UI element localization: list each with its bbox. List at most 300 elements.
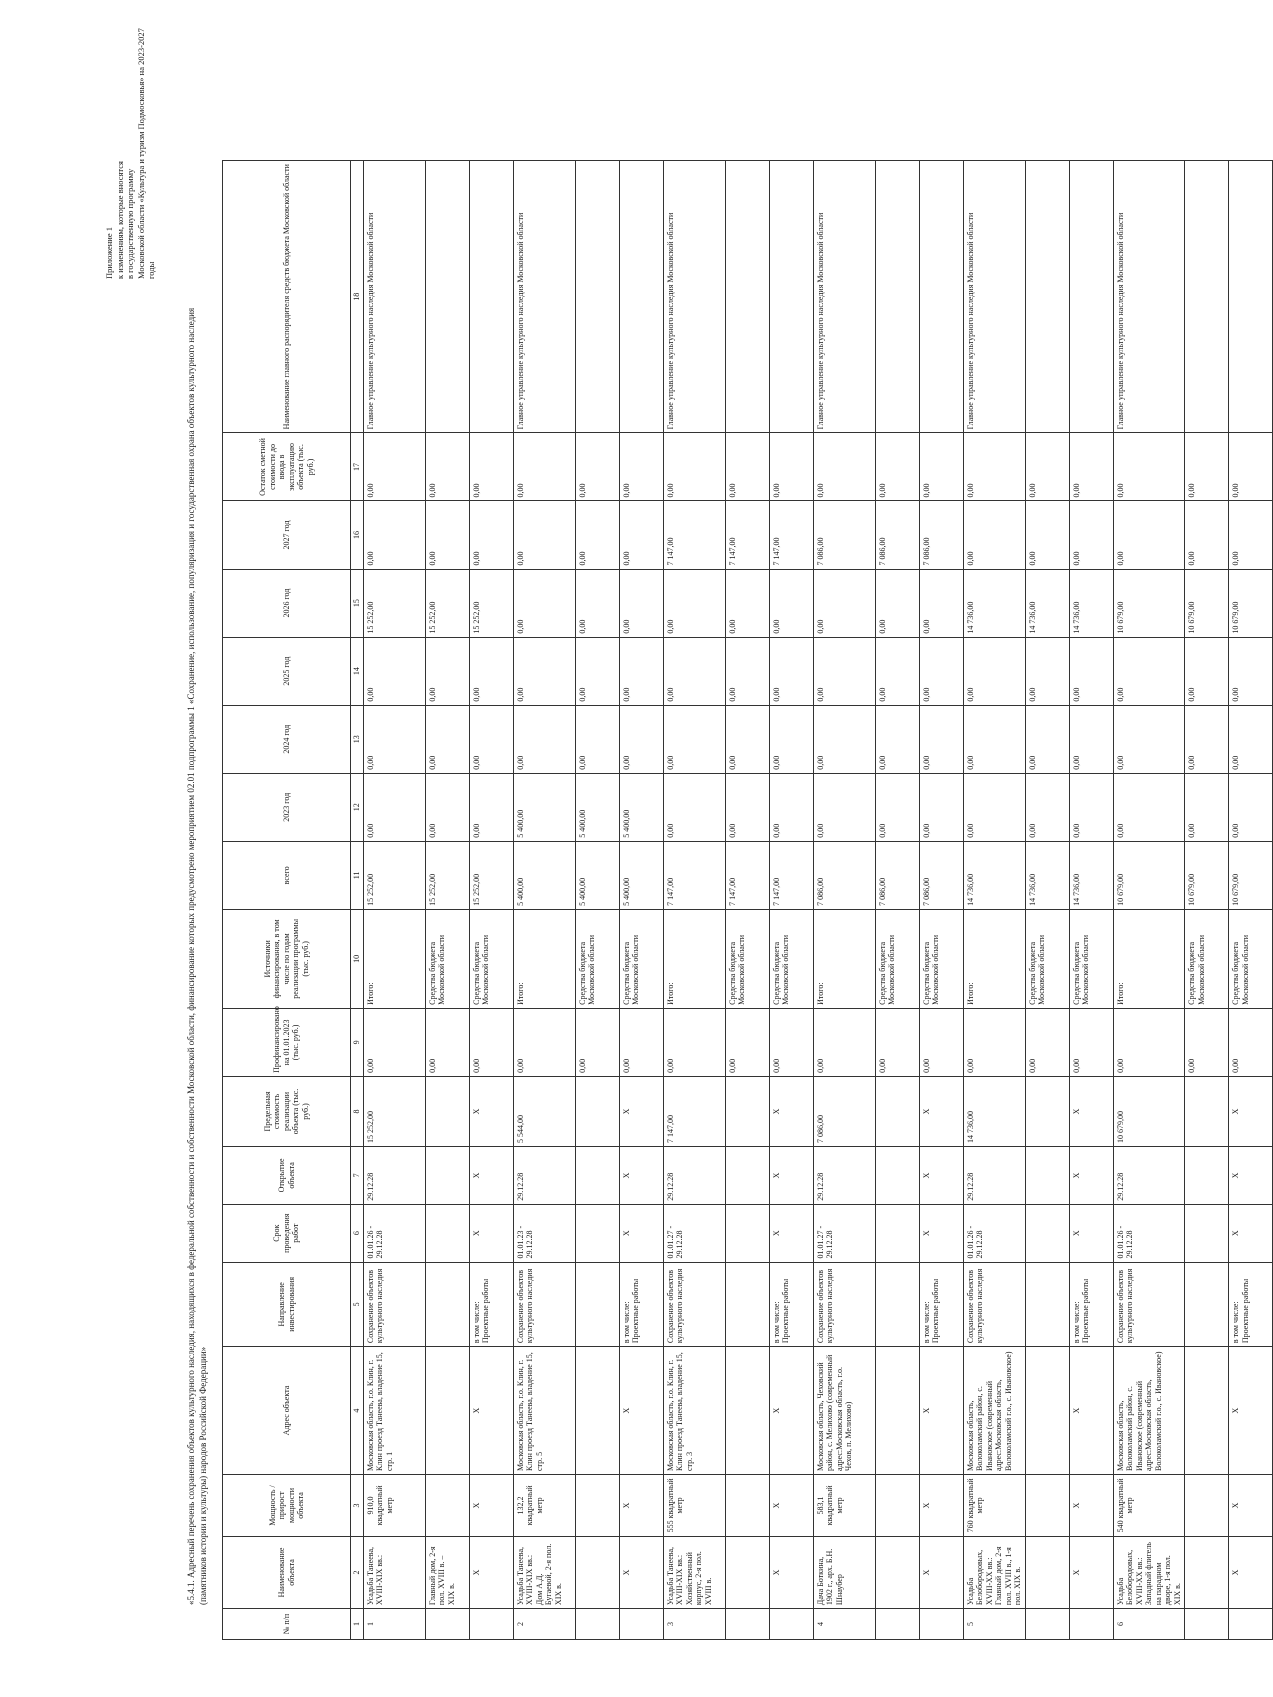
cell-source: Итого: bbox=[963, 909, 1025, 1008]
cell-opening: 29.12.28 bbox=[663, 1147, 725, 1205]
cell-direction: в том числе: Проектные работы bbox=[769, 1262, 813, 1347]
cell-2025: 0,00 bbox=[363, 637, 425, 705]
col-num: 14 bbox=[351, 637, 364, 705]
cell-remainder: 0,00 bbox=[663, 433, 725, 501]
cell-capacity: X bbox=[1069, 1475, 1113, 1537]
cell-2023: 0,00 bbox=[1113, 773, 1185, 841]
cell-capacity: 132,2 квадратный метр bbox=[513, 1475, 575, 1537]
cell-num bbox=[619, 1609, 663, 1640]
table-row bbox=[469, 161, 513, 1640]
cell-name: X bbox=[619, 1536, 663, 1608]
cell-name bbox=[725, 1536, 769, 1608]
cell-remainder: 0,00 bbox=[725, 433, 769, 501]
cell-address: Московская область, г.о. Клин, г. Клин проезд Танеева, владение 15, стр. 1 bbox=[363, 1347, 425, 1475]
col-num: 9 bbox=[351, 1008, 364, 1076]
cell-capacity bbox=[725, 1475, 769, 1537]
cell-opening: X bbox=[769, 1147, 813, 1205]
cell-period: X bbox=[919, 1204, 963, 1262]
table-row bbox=[1025, 161, 1069, 1640]
cell-opening: 29.12.28 bbox=[1113, 1147, 1185, 1205]
cell-opening: X bbox=[1229, 1147, 1273, 1205]
header-direction: Направление инвестирования bbox=[223, 1262, 351, 1347]
header-opening: Открытие объекта bbox=[223, 1147, 351, 1205]
cell-financed: 0,00 bbox=[425, 1008, 469, 1076]
cell-name: Усадьба Белобородовых, XVIII-XX вв.: Западный флигель на парадном дворе, 1-я пол. XIX в. bbox=[1113, 1536, 1185, 1608]
col-num: 18 bbox=[351, 161, 364, 433]
cell-source: Средства бюджета Московской области bbox=[875, 909, 919, 1008]
cell-capacity: X bbox=[619, 1475, 663, 1537]
cell-manager bbox=[1185, 161, 1229, 433]
cell-limit bbox=[725, 1076, 769, 1146]
cell-source: Итого: bbox=[513, 909, 575, 1008]
cell-remainder: 0,00 bbox=[513, 433, 575, 501]
cell-manager bbox=[1229, 161, 1273, 433]
cell-2025: 0,00 bbox=[1185, 637, 1229, 705]
cell-limit bbox=[1185, 1076, 1229, 1146]
cell-2023: 0,00 bbox=[1185, 773, 1229, 841]
cell-capacity bbox=[1025, 1475, 1069, 1537]
appendix-line: к изменениям, которые вносятся bbox=[114, 161, 125, 279]
cell-capacity: X bbox=[919, 1475, 963, 1537]
appendix-line: Московской области «Культура и туризм Подмосковья» на 2023-2027 bbox=[135, 28, 146, 279]
table-row bbox=[513, 161, 575, 1640]
cell-2027: 0,00 bbox=[469, 501, 513, 569]
cell-2026: 10 679,00 bbox=[1229, 569, 1273, 637]
cell-source: Средства бюджета Московской области bbox=[1229, 909, 1273, 1008]
cell-2025: 0,00 bbox=[619, 637, 663, 705]
header-2023: 2023 год bbox=[223, 773, 351, 841]
cell-period bbox=[1185, 1204, 1229, 1262]
cell-financed: 0,00 bbox=[725, 1008, 769, 1076]
cell-2023: 0,00 bbox=[769, 773, 813, 841]
cell-financed: 0,00 bbox=[1069, 1008, 1113, 1076]
cell-period bbox=[575, 1204, 619, 1262]
header-2024: 2024 год bbox=[223, 705, 351, 773]
cell-2024: 0,00 bbox=[1229, 705, 1273, 773]
table-body bbox=[363, 161, 1273, 1640]
cell-financed: 0,00 bbox=[663, 1008, 725, 1076]
cell-financed: 0,00 bbox=[619, 1008, 663, 1076]
cell-financed: 0,00 bbox=[875, 1008, 919, 1076]
header-total: всего bbox=[223, 841, 351, 909]
cell-2023: 0,00 bbox=[1025, 773, 1069, 841]
cell-manager: Главное управление культурного наследия Московской области bbox=[663, 161, 725, 433]
cell-source: Средства бюджета Московской области bbox=[1025, 909, 1069, 1008]
cell-2023: 0,00 bbox=[663, 773, 725, 841]
cell-2027: 7 086,00 bbox=[875, 501, 919, 569]
cell-address bbox=[1025, 1347, 1069, 1475]
cell-capacity: 910,0 квадратный метр bbox=[363, 1475, 425, 1537]
table-row bbox=[363, 161, 425, 1640]
cell-2024: 0,00 bbox=[813, 705, 875, 773]
cell-address: X bbox=[919, 1347, 963, 1475]
cell-total: 10 679,00 bbox=[1113, 841, 1185, 909]
cell-period: X bbox=[469, 1204, 513, 1262]
cell-address bbox=[725, 1347, 769, 1475]
cell-financed: 0,00 bbox=[575, 1008, 619, 1076]
cell-opening bbox=[575, 1147, 619, 1205]
table-row bbox=[813, 161, 875, 1640]
cell-num bbox=[919, 1609, 963, 1640]
cell-financed: 0,00 bbox=[1229, 1008, 1273, 1076]
cell-name: X bbox=[1069, 1536, 1113, 1608]
cell-2026: 0,00 bbox=[725, 569, 769, 637]
cell-name: Главный дом, 2-я пол. XVIII в. – XIX в. bbox=[425, 1536, 469, 1608]
cell-num bbox=[1185, 1609, 1229, 1640]
cell-2024: 0,00 bbox=[919, 705, 963, 773]
cell-manager bbox=[425, 161, 469, 433]
cell-total: 7 147,00 bbox=[663, 841, 725, 909]
cell-remainder: 0,00 bbox=[1185, 433, 1229, 501]
cell-direction: Сохранение объектов культурного наследия bbox=[813, 1262, 875, 1347]
cell-financed: 0,00 bbox=[813, 1008, 875, 1076]
cell-source: Средства бюджета Московской области bbox=[575, 909, 619, 1008]
cell-num bbox=[1069, 1609, 1113, 1640]
cell-num: 3 bbox=[663, 1609, 725, 1640]
cell-manager bbox=[1025, 161, 1069, 433]
cell-name bbox=[1185, 1536, 1229, 1608]
cell-opening bbox=[725, 1147, 769, 1205]
cell-address: X bbox=[619, 1347, 663, 1475]
cell-limit: 7 147,00 bbox=[663, 1076, 725, 1146]
cell-total: 7 147,00 bbox=[769, 841, 813, 909]
cell-direction bbox=[725, 1262, 769, 1347]
document-title: «5.4.1. Адресный перечень сохранения объектов культурного наследия, находящихся в федеральной собственности и собственности Московской области, финансирование которых предусмотрено мероприятием 02.01 подпрограммы 1 «Сохранение, использование, популяризация и государственная охрана объектов культурного наследия (памятников истории и культуры) народов Российской Федерации» bbox=[186, 307, 208, 1605]
header-limit-cost: Предельная стоимость реализации объекта (тыс. руб.) bbox=[223, 1076, 351, 1146]
cell-remainder: 0,00 bbox=[425, 433, 469, 501]
cell-manager bbox=[875, 161, 919, 433]
cell-opening: X bbox=[469, 1147, 513, 1205]
cell-2023: 5 400,00 bbox=[619, 773, 663, 841]
cell-2025: 0,00 bbox=[513, 637, 575, 705]
cell-2026: 15 252,00 bbox=[469, 569, 513, 637]
cell-num: 6 bbox=[1113, 1609, 1185, 1640]
cell-direction bbox=[425, 1262, 469, 1347]
cell-2025: 0,00 bbox=[963, 637, 1025, 705]
cell-financed: 0,00 bbox=[513, 1008, 575, 1076]
cell-opening bbox=[875, 1147, 919, 1205]
cell-2027: 0,00 bbox=[963, 501, 1025, 569]
cell-2024: 0,00 bbox=[513, 705, 575, 773]
cell-period: 01.01.26 - 29.12.28 bbox=[963, 1204, 1025, 1262]
cell-name bbox=[1025, 1536, 1069, 1608]
header-row bbox=[223, 161, 351, 1640]
cell-2026: 0,00 bbox=[619, 569, 663, 637]
table-row bbox=[425, 161, 469, 1640]
cell-2025: 0,00 bbox=[769, 637, 813, 705]
cell-address bbox=[875, 1347, 919, 1475]
cell-num bbox=[725, 1609, 769, 1640]
cell-source: Средства бюджета Московской области bbox=[469, 909, 513, 1008]
header-capacity: Мощность / прирост мощности объекта bbox=[223, 1475, 351, 1537]
cell-manager bbox=[619, 161, 663, 433]
cell-2025: 0,00 bbox=[725, 637, 769, 705]
cell-remainder: 0,00 bbox=[963, 433, 1025, 501]
cell-name: X bbox=[469, 1536, 513, 1608]
cell-2026: 15 252,00 bbox=[363, 569, 425, 637]
cell-name: Усадьба Танеева, XVIII-XIX вв.: bbox=[363, 1536, 425, 1608]
cell-limit: X bbox=[1229, 1076, 1273, 1146]
cell-limit: X bbox=[769, 1076, 813, 1146]
cell-total: 15 252,00 bbox=[469, 841, 513, 909]
cell-2024: 0,00 bbox=[469, 705, 513, 773]
cell-opening: 29.12.28 bbox=[513, 1147, 575, 1205]
cell-2025: 0,00 bbox=[575, 637, 619, 705]
cell-limit: 7 086,00 bbox=[813, 1076, 875, 1146]
cell-2024: 0,00 bbox=[363, 705, 425, 773]
cell-2026: 0,00 bbox=[919, 569, 963, 637]
cell-total: 7 086,00 bbox=[919, 841, 963, 909]
cell-period bbox=[1025, 1204, 1069, 1262]
cell-direction: Сохранение объектов культурного наследия bbox=[513, 1262, 575, 1347]
cell-address: Московская область, Чеховский район, с. Мелихово (современный адрес:Московская область, г.о. Чехов, п. Мелихово) bbox=[813, 1347, 875, 1475]
cell-num bbox=[575, 1609, 619, 1640]
cell-total: 7 147,00 bbox=[725, 841, 769, 909]
cell-limit: X bbox=[619, 1076, 663, 1146]
cell-2026: 10 679,00 bbox=[1185, 569, 1229, 637]
cell-total: 10 679,00 bbox=[1185, 841, 1229, 909]
cell-2025: 0,00 bbox=[1113, 637, 1185, 705]
cell-limit: 5 544,00 bbox=[513, 1076, 575, 1146]
cell-2023: 0,00 bbox=[425, 773, 469, 841]
col-num: 16 bbox=[351, 501, 364, 569]
appendix-line: годы bbox=[146, 261, 156, 279]
cell-period: X bbox=[769, 1204, 813, 1262]
col-num: 5 bbox=[351, 1262, 364, 1347]
cell-remainder: 0,00 bbox=[1025, 433, 1069, 501]
cell-opening: 29.12.28 bbox=[963, 1147, 1025, 1205]
address-list-table bbox=[222, 160, 1273, 1640]
cell-source: Средства бюджета Московской области bbox=[1185, 909, 1229, 1008]
column-numbers-row bbox=[351, 161, 364, 1640]
header-name: Наименование объекта bbox=[223, 1536, 351, 1608]
cell-2027: 0,00 bbox=[425, 501, 469, 569]
cell-2025: 0,00 bbox=[469, 637, 513, 705]
cell-2024: 0,00 bbox=[1025, 705, 1069, 773]
cell-2025: 0,00 bbox=[1229, 637, 1273, 705]
cell-num: 1 bbox=[363, 1609, 425, 1640]
table-row bbox=[1185, 161, 1229, 1640]
cell-2027: 0,00 bbox=[619, 501, 663, 569]
cell-2023: 0,00 bbox=[1229, 773, 1273, 841]
cell-capacity: X bbox=[1229, 1475, 1273, 1537]
cell-total: 10 679,00 bbox=[1229, 841, 1273, 909]
cell-2027: 7 147,00 bbox=[663, 501, 725, 569]
cell-total: 7 086,00 bbox=[875, 841, 919, 909]
cell-2024: 0,00 bbox=[425, 705, 469, 773]
cell-direction: Сохранение объектов культурного наследия bbox=[663, 1262, 725, 1347]
cell-name: X bbox=[1229, 1536, 1273, 1608]
cell-2024: 0,00 bbox=[963, 705, 1025, 773]
col-num: 4 bbox=[351, 1347, 364, 1475]
col-num: 11 bbox=[351, 841, 364, 909]
cell-direction: в том числе: Проектные работы bbox=[1069, 1262, 1113, 1347]
cell-total: 15 252,00 bbox=[363, 841, 425, 909]
cell-2026: 0,00 bbox=[513, 569, 575, 637]
cell-remainder: 0,00 bbox=[769, 433, 813, 501]
table-row bbox=[1113, 161, 1185, 1640]
cell-manager bbox=[919, 161, 963, 433]
cell-manager bbox=[469, 161, 513, 433]
cell-manager bbox=[575, 161, 619, 433]
cell-2023: 0,00 bbox=[1069, 773, 1113, 841]
cell-direction: Сохранение объектов культурного наследия bbox=[1113, 1262, 1185, 1347]
cell-num bbox=[875, 1609, 919, 1640]
table-row bbox=[663, 161, 725, 1640]
header-financed: Профинансировано на 01.01.2023 (тыс. руб.) bbox=[223, 1008, 351, 1076]
header-address: Адрес объекта bbox=[223, 1347, 351, 1475]
cell-total: 5 400,00 bbox=[619, 841, 663, 909]
cell-2027: 7 086,00 bbox=[813, 501, 875, 569]
col-num: 7 bbox=[351, 1147, 364, 1205]
cell-name: Усадьба Танеева, XVIII-XIX вв.: Хозяйственный корпус, 2-я пол. XVIII в. bbox=[663, 1536, 725, 1608]
cell-direction bbox=[1025, 1262, 1069, 1347]
col-num: 6 bbox=[351, 1204, 364, 1262]
cell-total: 15 252,00 bbox=[425, 841, 469, 909]
cell-2026: 0,00 bbox=[663, 569, 725, 637]
cell-remainder: 0,00 bbox=[813, 433, 875, 501]
cell-remainder: 0,00 bbox=[919, 433, 963, 501]
cell-2026: 14 736,00 bbox=[1069, 569, 1113, 637]
cell-2026: 14 736,00 bbox=[963, 569, 1025, 637]
cell-total: 5 400,00 bbox=[575, 841, 619, 909]
table-row bbox=[963, 161, 1025, 1640]
cell-2024: 0,00 bbox=[1069, 705, 1113, 773]
cell-manager: Главное управление культурного наследия Московской области bbox=[813, 161, 875, 433]
cell-total: 14 736,00 bbox=[1069, 841, 1113, 909]
cell-2023: 0,00 bbox=[919, 773, 963, 841]
cell-remainder: 0,00 bbox=[619, 433, 663, 501]
cell-direction: Сохранение объектов культурного наследия bbox=[963, 1262, 1025, 1347]
col-num: 17 bbox=[351, 433, 364, 501]
cell-period: 01.01.26 - 29.12.28 bbox=[363, 1204, 425, 1262]
cell-2026: 14 736,00 bbox=[1025, 569, 1069, 637]
header-source: Источники финансирования, в том числе по годам реализации программы (тыс. руб.) bbox=[223, 909, 351, 1008]
cell-source: Итого: bbox=[363, 909, 425, 1008]
cell-2027: 0,00 bbox=[513, 501, 575, 569]
header-2026: 2026 год bbox=[223, 569, 351, 637]
header-period: Срок проведения работ bbox=[223, 1204, 351, 1262]
cell-limit: X bbox=[919, 1076, 963, 1146]
cell-2027: 7 147,00 bbox=[769, 501, 813, 569]
cell-remainder: 0,00 bbox=[363, 433, 425, 501]
cell-opening: X bbox=[619, 1147, 663, 1205]
cell-financed: 0,00 bbox=[1113, 1008, 1185, 1076]
cell-period: 01.01.23 - 29.12.28 bbox=[513, 1204, 575, 1262]
table-row bbox=[1069, 161, 1113, 1640]
cell-remainder: 0,00 bbox=[575, 433, 619, 501]
cell-source: Средства бюджета Московской области bbox=[619, 909, 663, 1008]
cell-2024: 0,00 bbox=[1113, 705, 1185, 773]
col-num: 3 bbox=[351, 1475, 364, 1537]
cell-2026: 15 252,00 bbox=[425, 569, 469, 637]
cell-remainder: 0,00 bbox=[469, 433, 513, 501]
cell-total: 5 400,00 bbox=[513, 841, 575, 909]
cell-financed: 0,00 bbox=[919, 1008, 963, 1076]
cell-2025: 0,00 bbox=[1069, 637, 1113, 705]
cell-limit: 15 252,00 bbox=[363, 1076, 425, 1146]
cell-name: Усадьба Танеева, XVIII-XIX вв.: Дом А.Д. Бугаевой, 2-я пол. XIX в. bbox=[513, 1536, 575, 1608]
cell-2027: 0,00 bbox=[1113, 501, 1185, 569]
appendix-line: в государственную программу bbox=[125, 168, 135, 279]
cell-2025: 0,00 bbox=[1025, 637, 1069, 705]
cell-2026: 0,00 bbox=[575, 569, 619, 637]
cell-address: Московская область, Волоколамский район, с. Ивановское (современный адрес:Московская область, Волоколамский г.о., с. Ивановское) bbox=[963, 1347, 1025, 1475]
cell-remainder: 0,00 bbox=[1229, 433, 1273, 501]
cell-2027: 0,00 bbox=[1025, 501, 1069, 569]
cell-total: 14 736,00 bbox=[1025, 841, 1069, 909]
table-row bbox=[1229, 161, 1273, 1640]
cell-capacity bbox=[1185, 1475, 1229, 1537]
header-remainder: Остаток сметной стоимости до ввода в эксплуатацию объекта (тыс. руб.) bbox=[223, 433, 351, 501]
cell-limit: 10 679,00 bbox=[1113, 1076, 1185, 1146]
cell-2025: 0,00 bbox=[813, 637, 875, 705]
cell-2026: 0,00 bbox=[875, 569, 919, 637]
cell-capacity: 540 квадратный метр bbox=[1113, 1475, 1185, 1537]
col-num: 1 bbox=[351, 1609, 364, 1640]
cell-source: Средства бюджета Московской области bbox=[919, 909, 963, 1008]
cell-direction bbox=[575, 1262, 619, 1347]
cell-manager bbox=[769, 161, 813, 433]
cell-address bbox=[425, 1347, 469, 1475]
cell-capacity bbox=[575, 1475, 619, 1537]
cell-financed: 0,00 bbox=[1185, 1008, 1229, 1076]
cell-2024: 0,00 bbox=[575, 705, 619, 773]
col-num: 10 bbox=[351, 909, 364, 1008]
cell-num bbox=[1025, 1609, 1069, 1640]
cell-opening: X bbox=[919, 1147, 963, 1205]
cell-manager bbox=[725, 161, 769, 433]
cell-manager: Главное управление культурного наследия Московской области bbox=[963, 161, 1025, 433]
cell-num bbox=[469, 1609, 513, 1640]
cell-limit: 14 736,00 bbox=[963, 1076, 1025, 1146]
table-row bbox=[875, 161, 919, 1640]
cell-2024: 0,00 bbox=[1185, 705, 1229, 773]
col-num: 13 bbox=[351, 705, 364, 773]
cell-address: Московская область, г.о. Клин, г. Клин проезд Танеева, владение 15, стр. 3 bbox=[663, 1347, 725, 1475]
table-row bbox=[919, 161, 963, 1640]
cell-num bbox=[425, 1609, 469, 1640]
cell-opening bbox=[425, 1147, 469, 1205]
cell-2024: 0,00 bbox=[769, 705, 813, 773]
cell-2023: 0,00 bbox=[813, 773, 875, 841]
cell-address: Московская область, г.о. Клин, г. Клин проезд Танеева, владение 15, стр. 5 bbox=[513, 1347, 575, 1475]
cell-period: X bbox=[619, 1204, 663, 1262]
table-row bbox=[619, 161, 663, 1640]
cell-source: Итого: bbox=[663, 909, 725, 1008]
cell-2025: 0,00 bbox=[663, 637, 725, 705]
table-row bbox=[575, 161, 619, 1640]
cell-opening: 29.12.28 bbox=[813, 1147, 875, 1205]
cell-manager bbox=[1069, 161, 1113, 433]
cell-financed: 0,00 bbox=[363, 1008, 425, 1076]
cell-opening bbox=[1025, 1147, 1069, 1205]
cell-period: X bbox=[1069, 1204, 1113, 1262]
cell-2024: 0,00 bbox=[663, 705, 725, 773]
cell-period: X bbox=[1229, 1204, 1273, 1262]
cell-financed: 0,00 bbox=[469, 1008, 513, 1076]
cell-manager: Главное управление культурного наследия Московской области bbox=[363, 161, 425, 433]
cell-direction: Сохранение объектов культурного наследия bbox=[363, 1262, 425, 1347]
cell-direction: в том числе: Проектные работы bbox=[1229, 1262, 1273, 1347]
cell-2027: 7 147,00 bbox=[725, 501, 769, 569]
cell-num bbox=[769, 1609, 813, 1640]
cell-2023: 5 400,00 bbox=[575, 773, 619, 841]
cell-2024: 0,00 bbox=[875, 705, 919, 773]
cell-total: 14 736,00 bbox=[963, 841, 1025, 909]
table-row bbox=[769, 161, 813, 1640]
cell-financed: 0,00 bbox=[963, 1008, 1025, 1076]
